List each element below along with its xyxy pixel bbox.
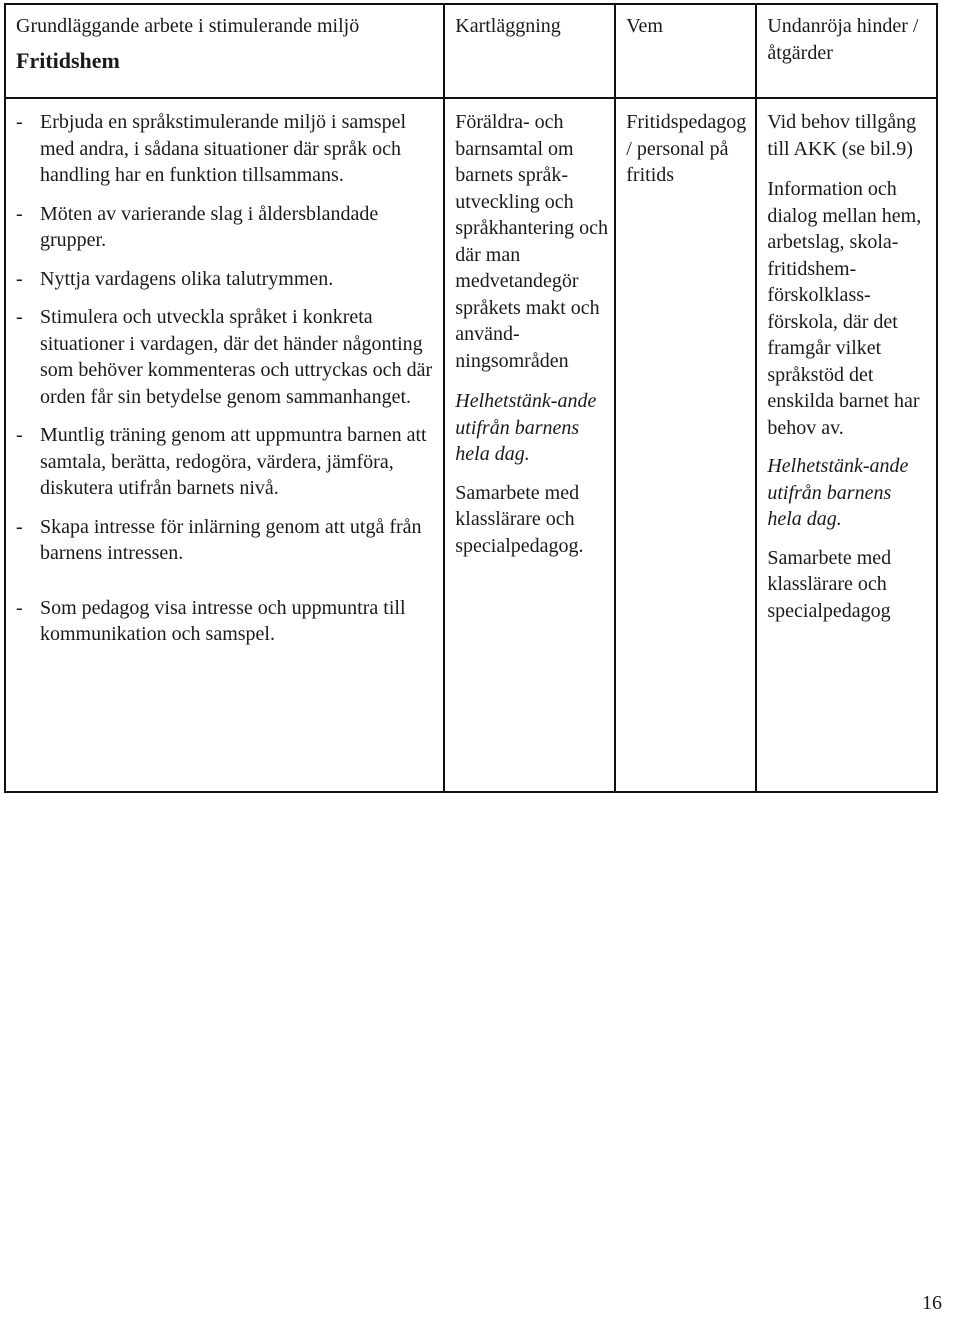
list-item bbox=[16, 595, 437, 648]
list-item-text: Möten av varierande slag i åldersblandade grupper. bbox=[40, 202, 379, 251]
bullet-dash: - bbox=[16, 267, 23, 290]
list-item-text: Skapa intresse för inlärning genom att utgå från barnens intressen. bbox=[40, 515, 422, 564]
header-cell-grundlaggande bbox=[5, 4, 444, 98]
measures-akk-text: Vid behov tillgång till AKK (se bil.9) bbox=[767, 111, 917, 160]
responsible-cell: Fritidspedagog / personal på fritids bbox=[615, 98, 756, 792]
bullet-dash: - bbox=[16, 424, 23, 446]
list-item-text: Stimulera och utveckla språket i konkreta situationer i vardagen, där det händer någonting som behöver kommenteras och uttryckas och där orden får sin betydelse genom sammanhanget. bbox=[40, 306, 433, 408]
header-subtitle: Fritidshem bbox=[16, 47, 120, 73]
mapping-cell bbox=[444, 98, 615, 792]
plan-table bbox=[4, 3, 938, 793]
list-item-text: Som pedagog visa intresse och uppmuntra till kommunikation och samspel. bbox=[40, 596, 406, 645]
measures-holistic-text: Helhetstänk-ande utifrån barnens hela dag. bbox=[767, 455, 909, 530]
list-item bbox=[16, 266, 437, 293]
table-body-row bbox=[5, 98, 937, 792]
list-item bbox=[16, 422, 437, 502]
list-item-text: Muntlig träning genom att uppmuntra barnen att samtala, berätta, redogöra, värdera, jämföra, diskutera utifrån barnets nivå. bbox=[40, 424, 427, 499]
bullet-dash: - bbox=[16, 306, 23, 328]
list-item-text: Erbjuda en språkstimulerande miljö i samspel med andra, i sådana situationer där språk och handling har en funktion tillsammans. bbox=[40, 111, 407, 186]
bullet-dash: - bbox=[16, 515, 23, 538]
measures-cell bbox=[756, 98, 937, 792]
list-item bbox=[16, 201, 437, 254]
list-item bbox=[16, 514, 437, 567]
bullet-dash: - bbox=[16, 596, 23, 619]
header-cell-kartlaggning: Kartläggning bbox=[444, 4, 615, 98]
mapping-holistic-text: Helhetstänk-ande utifrån barnens hela dag. bbox=[455, 390, 597, 465]
bullet-dash: - bbox=[16, 202, 23, 225]
header-title: Grundläggande arbete i stimulerande miljö bbox=[16, 15, 360, 37]
page-number: 16 bbox=[922, 1292, 942, 1314]
header-cell-atgarder: Undanröja hinder / åtgärder bbox=[756, 4, 937, 98]
mapping-text: Föräldra- och barnsamtal om barnets språk-utveckling och språkhantering och där man medvetandegör språkets makt och använd-ningsområden bbox=[455, 111, 608, 372]
measures-dialog-text: Information och dialog mellan hem, arbetslag, skola-fritidshem-förskolklass-förskola, där det framgår vilket språkstöd det enskilda barnet har behov av. bbox=[767, 178, 922, 439]
activity-list bbox=[16, 109, 437, 648]
measures-collaboration-text: Samarbete med klasslärare och specialpedagog bbox=[767, 546, 892, 622]
list-item bbox=[16, 304, 437, 410]
list-item-text: Nyttja vardagens olika talutrymmen. bbox=[40, 267, 334, 290]
activities-cell bbox=[5, 98, 444, 792]
list-item bbox=[16, 109, 437, 189]
bullet-dash: - bbox=[16, 111, 23, 133]
mapping-collaboration-text: Samarbete med klasslärare och specialpedagog. bbox=[455, 481, 584, 557]
header-cell-vem: Vem bbox=[615, 4, 756, 98]
table-header-row bbox=[5, 4, 937, 98]
